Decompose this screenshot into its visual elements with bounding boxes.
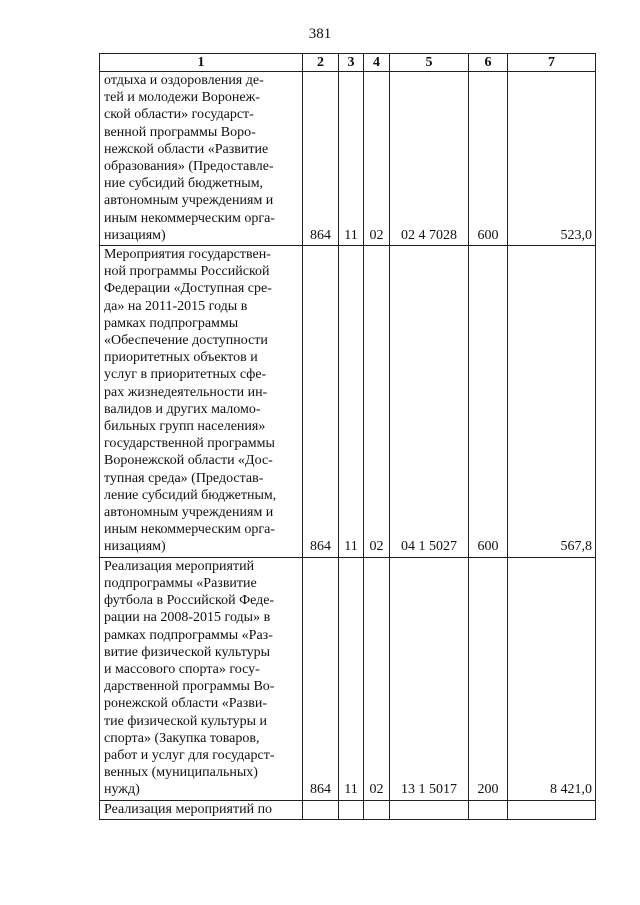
budget-table: [99, 53, 596, 820]
row-description: Реализация мероприятий подпрограммы «Развитие футбола в Российской Феде- рации на 2008-2015 годы» в рамках подпрограммы «Раз- витие физической культуры и массового спорта» госу- дарственной программы Во- ронежской области «Разви- тие физической культуры и спорта» (Закупка товаров, работ и услуг для государст- венных (муниципальных) нужд): [100, 557, 303, 800]
row-description: Мероприятия государствен- ной программы Российской Федерации «Доступная сре- да» на 2011-2015 годы в рамках подпрограммы «Обеспечение доступности приоритетных объектов и услуг в приоритетных сфе- рах жизнедеятельности ин- валидов и других маломо- бильных групп населения» государственной программы Воронежской области «Дос- тупная среда» (Предостав- ление субсидий бюджетным, автономным учреждениям и иным некоммерческим орга- низациям): [100, 246, 303, 558]
cell-expense-type: 600: [469, 246, 508, 558]
column-header: 6: [469, 54, 508, 72]
cell-subsection: [364, 800, 390, 819]
table-row: [100, 72, 596, 246]
cell-amount: 567,8: [508, 246, 596, 558]
cell-amount: 8 421,0: [508, 557, 596, 800]
cell-section: 11: [339, 246, 364, 558]
cell-code: 864: [303, 72, 339, 246]
column-header: 1: [100, 54, 303, 72]
cell-code: [303, 800, 339, 819]
cell-target-article: [390, 800, 469, 819]
cell-expense-type: [469, 800, 508, 819]
column-header: 2: [303, 54, 339, 72]
table-row: [100, 557, 596, 800]
column-header: 7: [508, 54, 596, 72]
cell-subsection: 02: [364, 72, 390, 246]
cell-expense-type: 600: [469, 72, 508, 246]
column-header: 4: [364, 54, 390, 72]
column-header: 5: [390, 54, 469, 72]
cell-subsection: 02: [364, 246, 390, 558]
page-number: 381: [308, 26, 332, 42]
column-header: 3: [339, 54, 364, 72]
cell-section: 11: [339, 557, 364, 800]
cell-target-article: 02 4 7028: [390, 72, 469, 246]
row-description: Реализация мероприятий по: [100, 800, 303, 819]
table-row: [100, 246, 596, 558]
row-description: отдыха и оздоровления де- тей и молодежи Воронеж- ской области» государст- венной программы Воро- нежской области «Развитие образования» (Предоставле- ние субсидий бюджетным, автономным учреждениям и иным некоммерческим орга- низациям): [100, 72, 303, 246]
table-row: [100, 800, 596, 819]
cell-amount: 523,0: [508, 72, 596, 246]
cell-subsection: 02: [364, 557, 390, 800]
cell-target-article: 13 1 5017: [390, 557, 469, 800]
cell-target-article: 04 1 5027: [390, 246, 469, 558]
cell-amount: [508, 800, 596, 819]
cell-expense-type: 200: [469, 557, 508, 800]
cell-code: 864: [303, 557, 339, 800]
cell-code: 864: [303, 246, 339, 558]
cell-section: 11: [339, 72, 364, 246]
cell-section: [339, 800, 364, 819]
table-header-row: [100, 54, 596, 72]
